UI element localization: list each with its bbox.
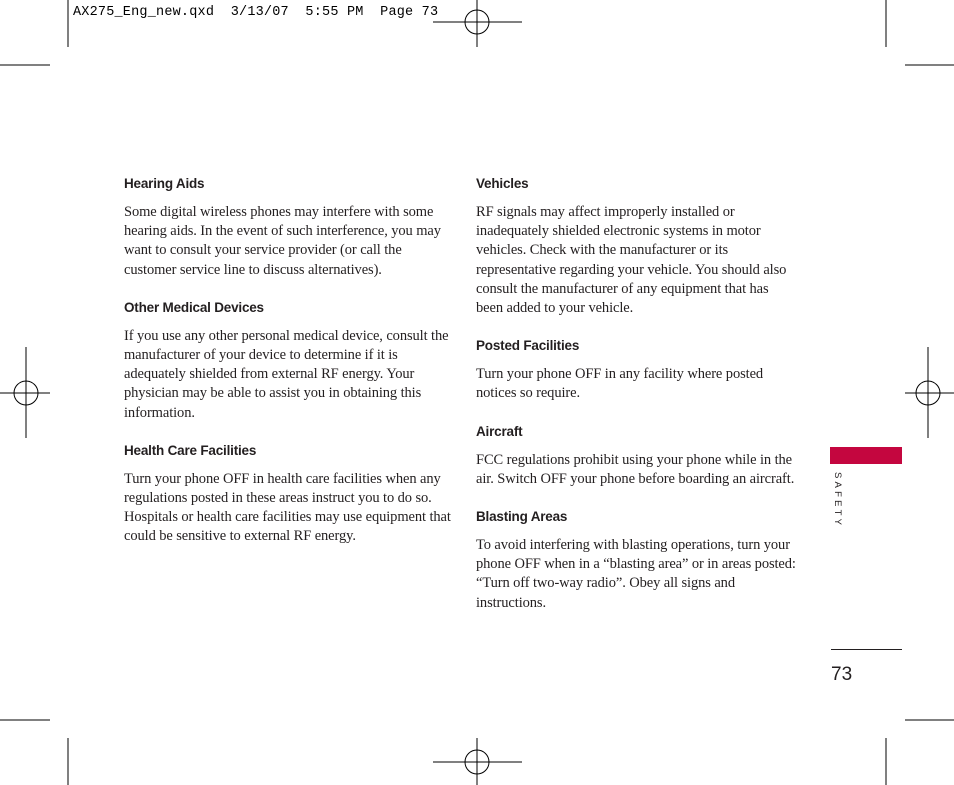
- section-tab-label: SAFETY: [832, 472, 843, 529]
- section-health-care-facilities: [124, 441, 454, 547]
- section-body: Some digital wireless phones may interfere with some hearing aids. In the event of such interference, you may want to consult your service provider (or call the customer service line to discuss alternatives).: [124, 204, 441, 278]
- section-heading: Other Medical Devices: [124, 299, 264, 315]
- right-column: [476, 174, 796, 631]
- section-heading: Blasting Areas: [476, 509, 568, 525]
- left-column: [124, 174, 454, 565]
- page-number-rule: [831, 649, 902, 650]
- section-body: If you use any other personal medical device, consult the manufacturer of your device to determine if it is adequately shielded from external RF energy. Your physician may be able to assist you in obtaining this information.: [124, 327, 449, 421]
- section-body: Turn your phone OFF in any facility where posted notices so require.: [476, 366, 764, 402]
- page-number: 73: [831, 664, 853, 685]
- section-posted-facilities: [476, 336, 796, 403]
- section-blasting-areas: [476, 507, 796, 613]
- section-heading: Hearing Aids: [124, 176, 205, 191]
- section-aircraft: [476, 422, 796, 489]
- section-body: RF signals may affect improperly installed or inadequately shielded electronic systems in motor vehicles. Check with the manufacturer or its representative regarding your vehicle. You should also consult the manufacturer of any equipment that has been added to your vehicle.: [476, 204, 787, 317]
- section-heading: Health Care Facilities: [124, 442, 257, 458]
- section-hearing-aids: [124, 174, 454, 280]
- section-heading: Vehicles: [476, 176, 529, 191]
- section-body: To avoid interfering with blasting operations, turn your phone OFF when in a “blasting area” or in areas posted: “Turn off two-way radio”. Obey all signs and instructions.: [476, 537, 796, 611]
- registration-mark-left: [0, 347, 50, 438]
- registration-mark-top: [433, 0, 522, 47]
- section-tab-bar: [830, 447, 902, 464]
- slug-line: AX275_Eng_new.qxd 3/13/07 5:55 PM Page 73: [73, 5, 439, 20]
- section-vehicles: [476, 174, 796, 318]
- section-body: FCC regulations prohibit using your phone while in the air. Switch OFF your phone before boarding an aircraft.: [476, 451, 795, 487]
- registration-mark-bottom: [433, 738, 522, 785]
- section-heading: Posted Facilities: [476, 338, 580, 354]
- section-heading: Aircraft: [476, 423, 523, 439]
- section-other-medical-devices: [124, 298, 454, 423]
- registration-mark-right: [905, 347, 954, 438]
- section-body: Turn your phone OFF in health care facilities when any regulations posted in these areas instruct you to do so. Hospitals or health care facilities may use equipment that could be sensitive to external RF energy.: [124, 470, 451, 545]
